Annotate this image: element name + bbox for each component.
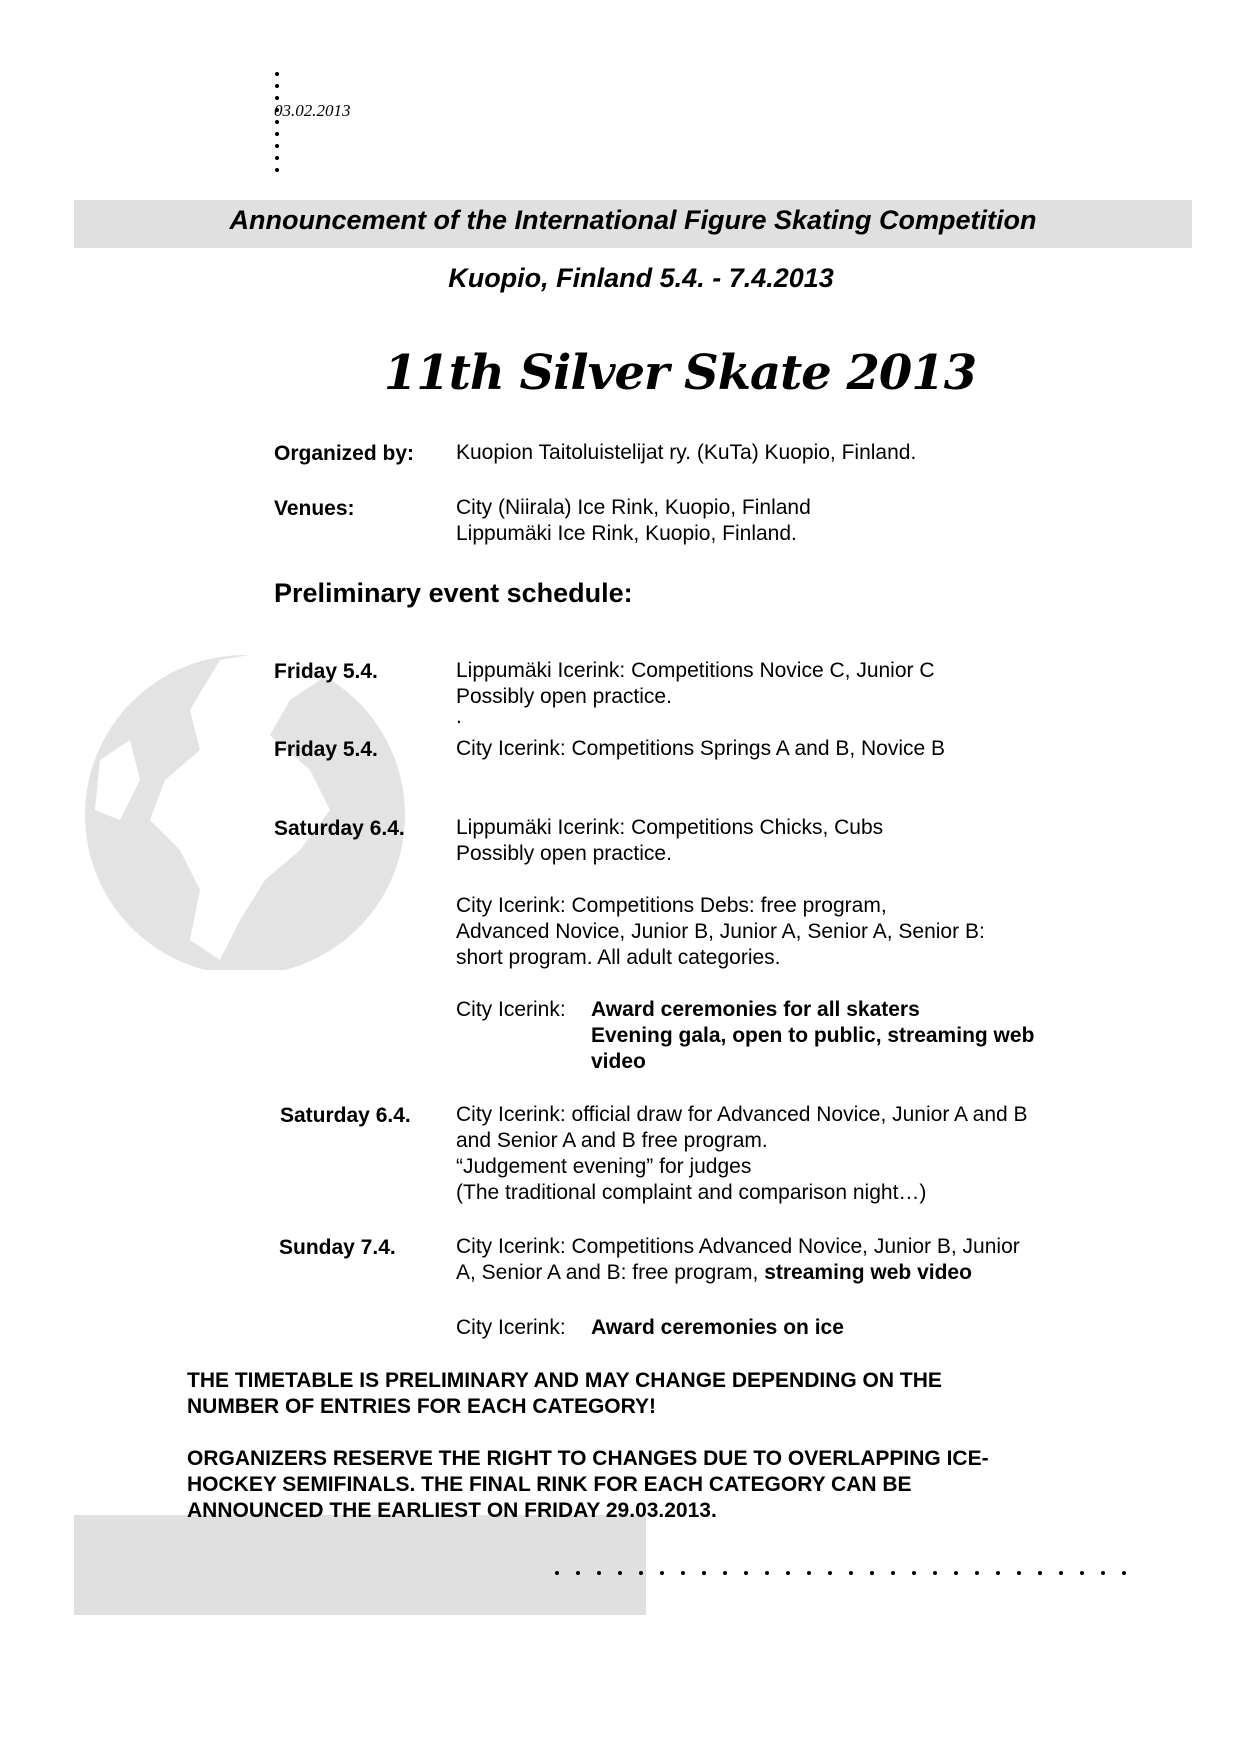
schedule-line: . [456, 705, 462, 728]
schedule-line [456, 1260, 972, 1286]
banner-title: Announcement of the International Figure Skating Competition [229, 205, 1037, 235]
schedule-day-label: Saturday 6.4. [280, 1104, 411, 1127]
venues-label: Venues: [274, 497, 355, 520]
horizontal-dotted-line [555, 1562, 1143, 1580]
venues-line-2: Lippumäki Ice Rink, Kuopio, Finland. [456, 522, 797, 545]
schedule-day-label: Friday 5.4. [274, 738, 378, 761]
schedule-rink: City Icerink: [456, 998, 566, 1021]
notice-line: ORGANIZERS RESERVE THE RIGHT TO CHANGES DUE TO OVERLAPPING ICE- [187, 1447, 989, 1470]
schedule-line: City Icerink: Competitions Advanced Novice, Junior B, Junior [456, 1235, 1020, 1258]
venues-line-1: City (Niirala) Ice Rink, Kuopio, Finland [456, 496, 811, 519]
schedule-line: City Icerink: Competitions Springs A and B, Novice B [456, 737, 946, 760]
schedule-line: and Senior A and B free program. [456, 1129, 768, 1152]
schedule-highlight: Award ceremonies for all skaters [591, 998, 920, 1021]
schedule-line: City Icerink: Competitions Debs: free program, [456, 894, 887, 917]
schedule-line: Possibly open practice. [456, 685, 672, 708]
organized-value: Kuopion Taitoluistelijat ry. (KuTa) Kuopio, Finland. [456, 441, 917, 464]
schedule-highlight: Award ceremonies on ice [591, 1316, 844, 1339]
schedule-rink: City Icerink: [456, 1316, 566, 1339]
schedule-heading: Preliminary event schedule: [274, 578, 633, 608]
schedule-day-label: Sunday 7.4. [279, 1236, 396, 1259]
schedule-day-label: Friday 5.4. [274, 660, 378, 683]
schedule-line: “Judgement evening” for judges [456, 1155, 752, 1178]
schedule-line: Lippumäki Icerink: Competitions Chicks, Cubs [456, 816, 884, 839]
schedule-line: Advanced Novice, Junior B, Junior A, Senior A, Senior B: [456, 920, 985, 943]
schedule-line: Possibly open practice. [456, 842, 672, 865]
event-title: 11th Silver Skate 2013 [383, 345, 977, 401]
globe-watermark-icon [70, 640, 420, 970]
schedule-line: Lippumäki Icerink: Competitions Novice C, Junior C [456, 659, 935, 682]
schedule-line: City Icerink: official draw for Advanced Novice, Junior A and B [456, 1103, 1028, 1126]
vertical-dotted-line [275, 72, 283, 180]
schedule-line: (The traditional complaint and comparison night…) [456, 1181, 927, 1204]
schedule-line-text: A, Senior A and B: free program, [456, 1261, 759, 1284]
schedule-line: short program. All adult categories. [456, 946, 781, 969]
location-dates: Kuopio, Finland 5.4. - 7.4.2013 [448, 263, 834, 293]
notice-line: HOCKEY SEMIFINALS. THE FINAL RINK FOR EACH CATEGORY CAN BE [187, 1473, 912, 1496]
notice-line: THE TIMETABLE IS PRELIMINARY AND MAY CHANGE DEPENDING ON THE [187, 1369, 942, 1392]
schedule-day-label: Saturday 6.4. [274, 817, 405, 840]
document-date: 03.02.2013 [274, 101, 351, 120]
organized-label: Organized by: [274, 442, 415, 465]
schedule-highlight: video [591, 1050, 646, 1073]
schedule-highlight: Evening gala, open to public, streaming web [591, 1024, 1035, 1047]
notice-line: NUMBER OF ENTRIES FOR EACH CATEGORY! [187, 1395, 657, 1418]
notice-line: ANNOUNCED THE EARLIEST ON FRIDAY 29.03.2013. [187, 1499, 717, 1522]
schedule-highlight: streaming web video [764, 1261, 972, 1284]
